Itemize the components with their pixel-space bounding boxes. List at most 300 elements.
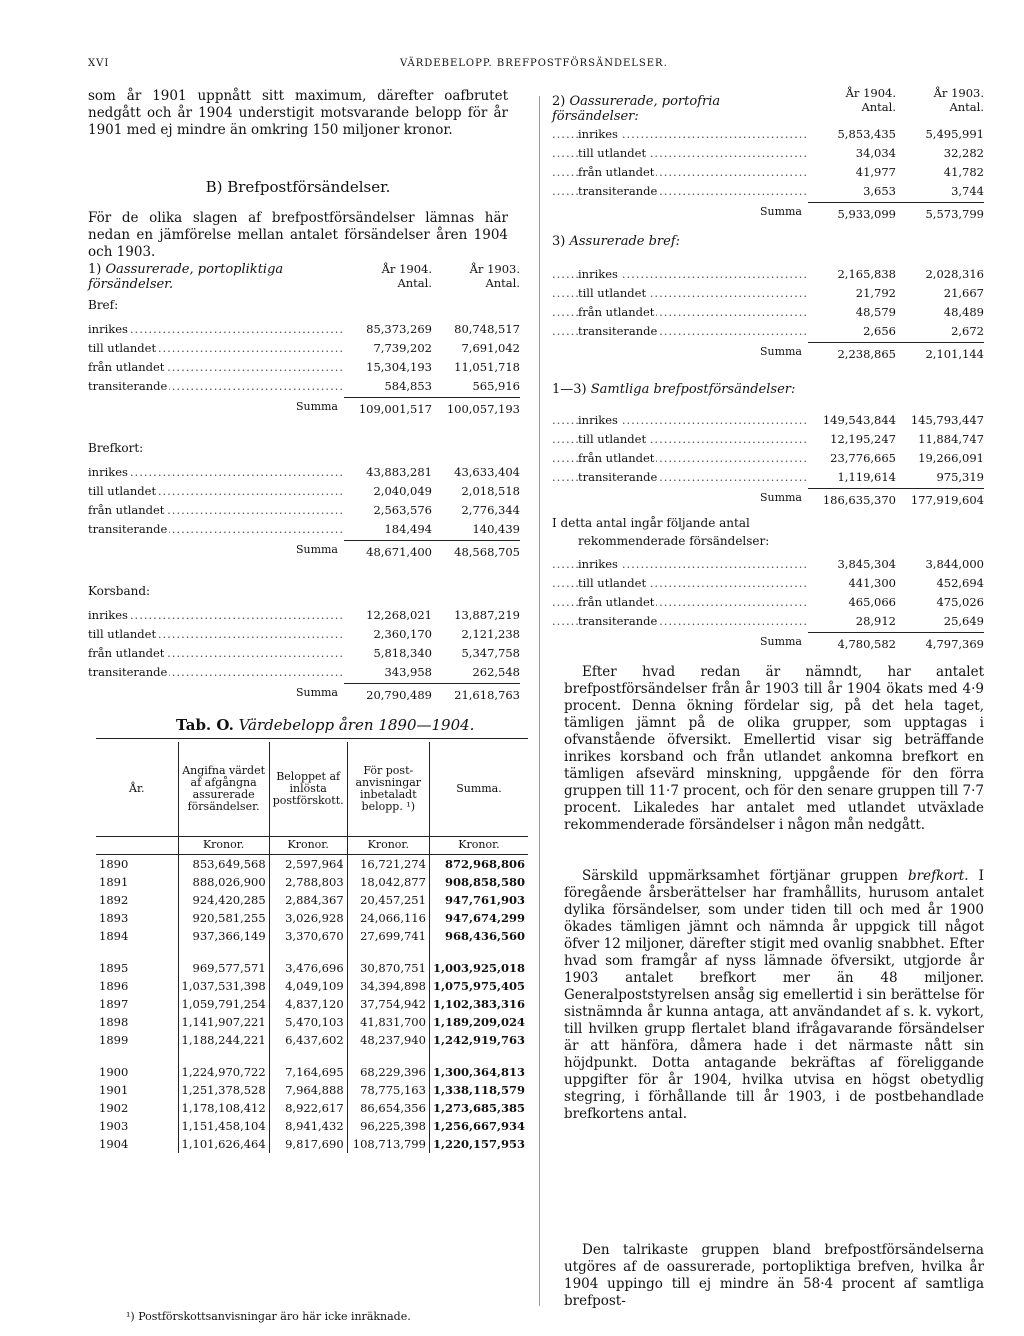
value-cell: 86,654,356 [347,1099,429,1117]
tab-o-unit: Kronor. [429,836,528,854]
table-row [88,479,520,498]
group2-table [552,86,984,224]
value-1903: 2,672 [951,324,984,338]
table-row [88,336,520,355]
value-cell: 969,577,571 [178,959,269,977]
group1-title-text: Oassurerade, portopliktiga försändelser. [88,262,284,292]
sum-1904: 48,671,400 [344,540,432,559]
block-rows [88,460,520,562]
year-cell: 1900 [99,1064,129,1079]
sum-1903: 4,797,369 [896,632,984,651]
group13-rows [552,408,984,510]
value-cell: 4,049,109 [269,977,347,995]
value-1903: 2,121,238 [461,627,520,641]
row-label-text: från utlandet [578,451,655,465]
tab-o-unit: Kronor. [269,836,347,854]
row-label-text: från utlandet [88,646,165,660]
table-row [552,427,984,446]
value-cell: 947,761,903 [429,891,528,909]
value-1904: 5,853,435 [837,127,896,141]
recommended-intro2: rekommenderade försändelser: [578,534,770,548]
value-cell: 1,075,975,405 [429,977,528,995]
row-label [552,324,808,338]
value-1904: 21,792 [855,286,896,300]
value-1904: 149,543,844 [822,413,896,427]
row-label [552,614,808,628]
group2-title [552,86,808,122]
year-cell: 1904 [99,1136,129,1151]
running-title: VÄRDEBELOPP. BREFPOSTFÖRSÄNDELSER. [400,58,668,69]
table-row [96,1099,528,1117]
row-label [88,646,344,660]
value-cell: 1,178,108,412 [178,1099,269,1117]
table-row [96,854,528,873]
value-cell: 2,788,803 [269,873,347,891]
group2-title-text: Oassurerade, portofria försändelser: [552,94,721,124]
row-label [552,146,808,160]
table-row [552,281,984,300]
value-cell: 68,229,396 [347,1063,429,1081]
year-cell: 1902 [99,1100,129,1115]
table-row [96,959,528,977]
group3-table [552,234,984,364]
recommended-table [552,516,984,654]
value-1903: 48,489 [943,305,984,319]
value-cell: 920,581,255 [178,909,269,927]
sum-1903: 177,919,604 [896,488,984,507]
value-cell: 1,101,626,464 [178,1135,269,1153]
value-1903: 2,028,316 [925,267,984,281]
value-1904: 2,656 [863,324,896,338]
value-cell: 27,699,741 [347,927,429,945]
value-cell: 1,141,907,221 [178,1013,269,1031]
group13-title [552,382,984,408]
value-cell: 1,102,383,316 [429,995,528,1013]
value-1903: 975,319 [936,470,984,484]
value-cell: 96,225,398 [347,1117,429,1135]
table-row [96,1013,528,1031]
g1-head-1903: År 1903. Antal. [469,262,520,290]
value-1904: 15,304,193 [366,360,432,374]
sum-1903: 48,568,705 [432,540,520,559]
row-label [88,522,344,536]
group13-num: 1—3) [552,382,587,397]
value-cell: 108,713,799 [347,1135,429,1153]
value-cell: 78,775,163 [347,1081,429,1099]
value-1903: 11,051,718 [454,360,520,374]
row-label-text: inrikes [88,322,128,336]
row-label [88,379,344,393]
block-label: Korsband: [88,584,151,598]
group1-table [88,262,520,705]
page-number: XVI [88,58,110,69]
tab-o-footnote: ¹) Postförskottsanvisningar äro här icke inräknade. [126,1310,411,1323]
row-label [552,413,808,427]
row-label [552,127,808,141]
value-1903: 565,916 [472,379,520,393]
value-1904: 43,883,281 [366,465,432,479]
value-1903: 41,782 [943,165,984,179]
table-row [552,408,984,427]
value-1903: 452,694 [936,576,984,590]
value-1903: 13,887,219 [454,608,520,622]
row-label-text: inrikes [578,413,618,427]
value-1904: 85,373,269 [366,322,432,336]
row-label-text: inrikes [578,267,618,281]
tab-o-head-year: År. [96,742,178,836]
value-cell: 7,164,695 [269,1063,347,1081]
sum-label: Summa [759,204,802,218]
tab-o-head-cod: Beloppet af inlösta postförskott. [269,742,347,836]
value-cell: 1,251,378,528 [178,1081,269,1099]
row-label [88,360,344,374]
value-1903: 5,347,758 [461,646,520,660]
row-label [88,608,344,622]
year-cell: 1903 [99,1118,129,1133]
table-row [96,995,528,1013]
table-row [552,262,984,281]
table-row [552,465,984,484]
table-row [552,319,984,338]
sum-row [552,484,984,510]
sum-label: Summa [295,399,338,413]
value-cell: 3,026,928 [269,909,347,927]
value-1903: 80,748,517 [454,322,520,336]
row-label-text: transiterande [578,470,658,484]
table-row [88,374,520,393]
value-cell: 3,476,696 [269,959,347,977]
row-label-text: transiterande [88,379,168,393]
value-cell: 1,256,667,934 [429,1117,528,1135]
table-row [96,1031,528,1049]
table-row [552,552,984,571]
sum-row [552,198,984,224]
value-cell: 3,370,670 [269,927,347,945]
year-cell: 1892 [99,892,129,907]
value-cell: 9,817,690 [269,1135,347,1153]
row-label [552,432,808,446]
table-row [96,891,528,909]
value-cell: 37,754,942 [347,995,429,1013]
table-row [88,603,520,622]
value-cell: 1,220,157,953 [429,1135,528,1153]
value-1904: 3,653 [863,184,896,198]
table-row [88,498,520,517]
value-cell: 853,649,568 [178,854,269,873]
table-gap [96,945,528,959]
p2-italic: brefkort. [908,868,969,884]
g2-head-1903: År 1903. Antal. [933,86,984,114]
row-label [88,665,344,679]
table-row [96,1081,528,1099]
row-label-text: inrikes [578,557,618,571]
sum-row [88,393,520,419]
value-1904: 465,066 [848,595,896,609]
sum-1903: 2,101,144 [896,342,984,361]
year-cell: 1894 [99,928,129,943]
value-cell: 937,366,149 [178,927,269,945]
group3-num: 3) [552,234,566,249]
value-cell: 947,674,299 [429,909,528,927]
value-1904: 5,818,340 [373,646,432,660]
row-label [552,305,808,319]
table-row [552,160,984,179]
row-label-text: till utlandet [578,576,647,590]
value-cell: 41,831,700 [347,1013,429,1031]
table-row [96,1117,528,1135]
row-label-text: transiterande [88,522,168,536]
sum-row [552,338,984,364]
value-cell: 4,837,120 [269,995,347,1013]
value-1903: 2,018,518 [461,484,520,498]
value-1903: 19,266,091 [918,451,984,465]
value-1904: 2,040,049 [373,484,432,498]
sum-1904: 5,933,099 [808,202,896,221]
value-cell: 1,151,458,104 [178,1117,269,1135]
row-label-text: från utlandet [88,503,165,517]
table-row [96,927,528,945]
g1-head-1904: År 1904. Antal. [381,262,432,290]
year-cell: 1899 [99,1032,129,1047]
value-1903: 475,026 [936,595,984,609]
tab-o-head-postal-order: För postanvisningar inbetaladt belopp. ¹) [347,742,429,836]
value-cell: 34,394,898 [347,977,429,995]
group3-title [552,234,984,262]
group1-num: 1) [88,262,102,277]
row-label-text: till utlandet [578,146,647,160]
sum-row [88,679,520,705]
value-1904: 28,912 [855,614,896,628]
recommended-rows [552,552,984,654]
value-1903: 2,776,344 [461,503,520,517]
table-row [552,446,984,465]
tab-o-title [176,716,536,734]
row-label [88,503,344,517]
p2-part-b: I föregående årsberättelser har framhållits, hurusom antalet dylika försändelser, som under tiden till och med år 1900 ökades tämligen jämnt och nämnda år uppgick till något öfver 12 miljoner, därefter stigit med ovanlig snabbhet. Efter hvad som framgår af nyss lämnade öfversikt, utgjorde år 1903 antalet brefkort mer än 48 miljoner. Generalpoststyrelsen ansåg sig emellertid i sin berättelse för sistnämnda år kunna antaga, att användandet af s. k. vykort, till hvilken grupp flertalet bland ifrågavarande försändelser är att hänföra, dåmera hade i det närmaste nått sin höjdpunkt. Dotta antagande bekräftas af föreliggande uppgifter för år 1904, hvilka utvisa en högst obetydlig stegring, i förhållande till år 1903, i de postbehandlade brefkortens antal. [564,868,984,1122]
row-label-text: till utlandet [88,341,157,355]
year-cell: 1890 [99,856,129,871]
sum-row [552,628,984,654]
value-cell: 1,188,244,221 [178,1031,269,1049]
tab-o-table [96,742,528,1153]
row-label [552,595,808,609]
value-1903: 145,793,447 [910,413,984,427]
value-cell: 924,420,285 [178,891,269,909]
value-cell: 872,968,806 [429,854,528,873]
row-label [552,286,808,300]
value-1904: 343,958 [384,665,432,679]
row-label-text: inrikes [88,608,128,622]
table-row [552,179,984,198]
row-label-text: inrikes [578,127,618,141]
tab-o-unit: Kronor. [347,836,429,854]
table-gap [96,1049,528,1063]
row-label-text: till utlandet [88,627,157,641]
row-label-text: till utlandet [578,286,647,300]
value-1903: 262,548 [472,665,520,679]
row-label [552,451,808,465]
row-label [552,470,808,484]
value-1904: 7,739,202 [373,341,432,355]
row-label [88,341,344,355]
row-label-text: transiterande [578,184,658,198]
value-1904: 441,300 [848,576,896,590]
value-1904: 12,195,247 [830,432,896,446]
value-cell: 1,300,364,813 [429,1063,528,1081]
value-cell: 30,870,751 [347,959,429,977]
year-cell: 1893 [99,910,129,925]
value-1904: 48,579 [855,305,896,319]
value-cell: 8,941,432 [269,1117,347,1135]
value-1903: 11,884,747 [918,432,984,446]
value-cell: 888,026,900 [178,873,269,891]
row-label [552,165,808,179]
sum-1903: 21,618,763 [432,683,520,702]
row-label-text: från utlandet [578,305,655,319]
value-1903: 5,495,991 [925,127,984,141]
value-cell: 1,338,118,579 [429,1081,528,1099]
tab-o-title-prefix: Tab. O. [176,716,234,734]
group1-title [88,262,344,298]
year-cell: 1896 [99,978,129,993]
value-1904: 184,494 [384,522,432,536]
row-label [88,322,344,336]
row-label [88,484,344,498]
sum-label: Summa [295,542,338,556]
right-paragraph-3: Den talrikaste gruppen bland brefpostförsändelserna utgöres af de oassurerade, portopliktiga brefven, hvilka år 1904 uppingo till ej mindre än 58·4 procent af samtliga brefpost- [564,1242,984,1309]
row-label-text: transiterande [88,665,168,679]
table-row [96,1063,528,1081]
table-row [88,641,520,660]
year-cell: 1897 [99,996,129,1011]
group3-rows [552,262,984,364]
value-cell: 908,858,580 [429,873,528,891]
table-row [552,122,984,141]
block-label: Bref: [88,298,119,312]
year-cell: 1891 [99,874,129,889]
group13-title-text: Samtliga brefpostförsändelser: [590,382,796,397]
row-label-text: från utlandet [578,595,655,609]
intro-text: som år 1901 uppnått sitt maximum, därefter oafbrutet nedgått och år 1904 understigit motsvarande belopp för år 1901 med ej mindre än omkring 150 miljoner kronor. [88,88,508,138]
tab-o-head-sum: Summa. [429,742,528,836]
value-cell: 1,189,209,024 [429,1013,528,1031]
sum-label: Summa [295,685,338,699]
row-label [552,576,808,590]
section-b-title: B) Brefpostförsändelser. [205,178,391,196]
sum-1904: 2,238,865 [808,342,896,361]
value-1903: 32,282 [943,146,984,160]
group2-num: 2) [552,94,566,109]
table-row [88,622,520,641]
sum-label: Summa [759,344,802,358]
value-cell: 5,470,103 [269,1013,347,1031]
right-paragraph-1: Efter hvad redan är nämndt, har antalet brefpostförsändelser från år 1903 till år 1904 ökats med 4·9 procent. Denna ökning fördelar sig, på det hela taget, tämligen jämnt på de olika grupper, som upptagas i ofvanstående öfversikt. Emellertid visar sig beträffande inrikes korsband och från utlandet ankomna brefkort en tämligen afsevärd minskning, uppgående för den förra gruppen till 11·7 procent, och för den senare gruppen till 7·7 procent. Likaledes har antalet med utlandet utväxlade rekommenderade försändelser i någon mån nedgått. [564,664,984,833]
value-cell: 968,436,560 [429,927,528,945]
value-1903: 7,691,042 [461,341,520,355]
p2-part-a: Särskild uppmärksamhet förtjänar gruppen [582,868,909,884]
table-row [96,873,528,891]
tab-o-title-rest: Värdebelopp åren 1890—1904. [238,716,475,734]
value-cell: 6,437,602 [269,1031,347,1049]
value-1904: 1,119,614 [837,470,896,484]
value-1904: 584,853 [384,379,432,393]
value-cell: 1,003,925,018 [429,959,528,977]
tab-o-head-value: Angifna värdet af afgångna assurerade försändelser. [178,742,269,836]
value-1904: 2,360,170 [373,627,432,641]
row-label-text: till utlandet [578,432,647,446]
group1-blocks [88,298,520,705]
row-label [88,627,344,641]
value-1904: 23,776,665 [830,451,896,465]
table-row [96,1135,528,1153]
section-b-text: För de olika slagen af brefpostförsändelser lämnas här nedan en jämförelse mellan antalet försändelser åren 1904 och 1903. [88,210,508,260]
table-row [552,571,984,590]
table-row [88,460,520,479]
value-1903: 21,667 [943,286,984,300]
value-cell: 1,224,970,722 [178,1063,269,1081]
table-row [552,141,984,160]
sum-1903: 100,057,193 [432,397,520,416]
table-row [552,590,984,609]
table-row [88,317,520,336]
value-cell: 2,597,964 [269,854,347,873]
sum-row [88,536,520,562]
year-cell: 1895 [99,960,129,975]
group2-rows [552,122,984,224]
group3-title-text: Assurerade bref: [569,234,681,249]
table-row [88,355,520,374]
value-1903: 3,844,000 [925,557,984,571]
row-label-text: inrikes [88,465,128,479]
value-cell: 1,059,791,254 [178,995,269,1013]
year-cell: 1901 [99,1082,129,1097]
value-1904: 2,165,838 [837,267,896,281]
value-1903: 3,744 [951,184,984,198]
year-cell: 1898 [99,1014,129,1029]
sum-1904: 186,635,370 [808,488,896,507]
sum-1903: 5,573,799 [896,202,984,221]
block-label: Brefkort: [88,441,144,455]
block-rows [88,603,520,705]
table-row [96,977,528,995]
g2-head-1904: År 1904. Antal. [845,86,896,114]
row-label [88,465,344,479]
row-label-text: transiterande [578,324,658,338]
row-label-text: till utlandet [88,484,157,498]
value-1903: 140,439 [472,522,520,536]
table-row [96,909,528,927]
row-label-text: från utlandet [578,165,655,179]
value-cell: 1,242,919,763 [429,1031,528,1049]
value-cell: 18,042,877 [347,873,429,891]
value-cell: 24,066,116 [347,909,429,927]
value-cell: 16,721,274 [347,854,429,873]
sum-1904: 20,790,489 [344,683,432,702]
value-cell: 7,964,888 [269,1081,347,1099]
value-1904: 34,034 [855,146,896,160]
value-1904: 3,845,304 [837,557,896,571]
value-cell: 1,037,531,398 [178,977,269,995]
value-cell: 48,237,940 [347,1031,429,1049]
sum-label: Summa [759,490,802,504]
value-cell: 2,884,367 [269,891,347,909]
sum-1904: 4,780,582 [808,632,896,651]
block-rows [88,317,520,419]
sum-label: Summa [759,634,802,648]
value-1904: 41,977 [855,165,896,179]
value-1904: 2,563,576 [373,503,432,517]
recommended-intro1: I detta antal ingår följande antal [552,516,750,530]
